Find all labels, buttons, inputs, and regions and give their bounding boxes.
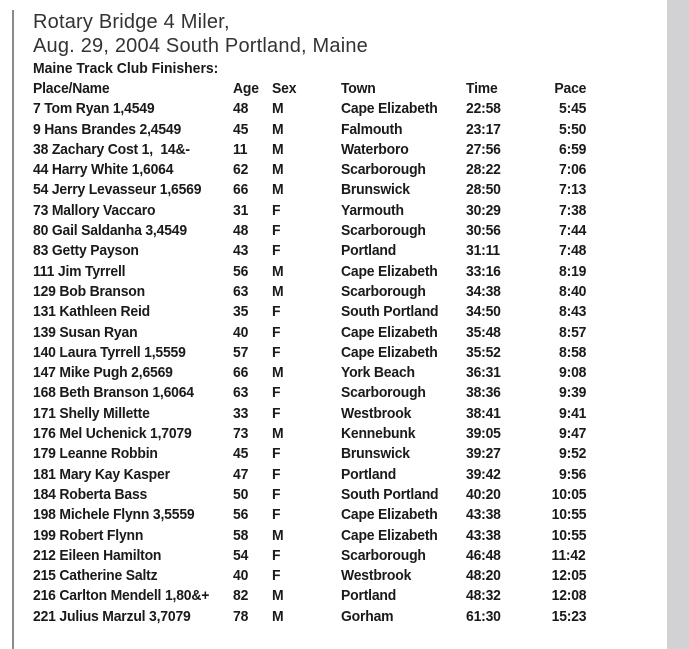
cell-time: 34:38: [466, 282, 501, 300]
cell-name: 176 Mel Uchenick 1,7079: [33, 425, 192, 443]
table-row: [33, 485, 633, 505]
cell-pace: 12:08: [551, 587, 586, 605]
cell-sex: F: [272, 546, 281, 564]
cell-time: 23:17: [466, 120, 501, 138]
cell-pace: 7:44: [558, 222, 586, 240]
cell-pace: 9:08: [558, 364, 586, 382]
cell-town: Portland: [341, 242, 397, 260]
cell-sex: M: [272, 120, 284, 138]
cell-pace: 7:13: [558, 181, 586, 199]
cell-sex: F: [272, 506, 281, 524]
table-row: [33, 302, 633, 322]
cell-age: 33: [233, 404, 249, 422]
right-gutter: [667, 0, 689, 649]
cell-town: Westbrook: [341, 404, 412, 422]
header-pace: Pace: [554, 80, 586, 97]
cell-name: 38 Zachary Cost 1, 14&-: [33, 140, 190, 158]
cell-pace: 5:45: [558, 100, 586, 118]
cell-age: 45: [233, 445, 249, 463]
cell-time: 36:31: [466, 364, 501, 382]
cell-name: 44 Harry White 1,6064: [33, 161, 174, 179]
cell-time: 28:22: [466, 161, 501, 179]
cell-age: 48: [233, 222, 249, 240]
cell-town: Portland: [341, 465, 397, 483]
cell-sex: F: [272, 343, 281, 361]
cell-name: 179 Leanne Robbin: [33, 445, 158, 463]
cell-name: 198 Michele Flynn 3,5559: [33, 506, 195, 524]
cell-sex: F: [272, 201, 281, 219]
cell-town: South Portland: [341, 303, 439, 321]
cell-name: 7 Tom Ryan 1,4549: [33, 100, 155, 118]
cell-name: 171 Shelly Millette: [33, 404, 150, 422]
cell-name: 215 Catherine Saltz: [33, 567, 158, 585]
cell-town: Falmouth: [341, 120, 403, 138]
cell-time: 43:38: [466, 506, 501, 524]
cell-time: 33:16: [466, 262, 501, 280]
page-title-line2: Aug. 29, 2004 South Portland, Maine: [33, 35, 369, 57]
cell-name: 131 Kathleen Reid: [33, 303, 151, 321]
cell-age: 62: [233, 161, 249, 179]
cell-age: 54: [233, 546, 249, 564]
table-row: [33, 221, 633, 241]
cell-time: 31:11: [466, 242, 500, 260]
cell-town: Westbrook: [341, 567, 412, 585]
cell-sex: M: [272, 607, 284, 625]
cell-name: 129 Bob Branson: [33, 282, 145, 300]
cell-name: 216 Carlton Mendell 1,80&+: [33, 587, 210, 605]
table-row: [33, 99, 633, 119]
table-row: [33, 465, 633, 485]
cell-town: Cape Elizabeth: [341, 100, 438, 118]
cell-pace: 6:59: [558, 140, 586, 158]
cell-name: 184 Roberta Bass: [33, 485, 148, 503]
cell-time: 35:48: [466, 323, 501, 341]
cell-pace: 12:05: [551, 567, 586, 585]
cell-age: 56: [233, 262, 249, 280]
cell-town: Scarborough: [341, 384, 426, 402]
cell-time: 40:20: [466, 485, 501, 503]
cell-age: 58: [233, 526, 249, 544]
cell-age: 82: [233, 587, 249, 605]
cell-name: 147 Mike Pugh 2,6569: [33, 364, 173, 382]
cell-age: 56: [233, 506, 249, 524]
cell-town: Scarborough: [341, 546, 426, 564]
cell-age: 47: [233, 465, 249, 483]
cell-age: 43: [233, 242, 249, 260]
cell-town: Cape Elizabeth: [341, 526, 438, 544]
cell-age: 66: [233, 181, 249, 199]
cell-time: 46:48: [466, 546, 501, 564]
page-content: [33, 10, 633, 627]
cell-time: 48:32: [466, 587, 501, 605]
table-row: [33, 526, 633, 546]
cell-age: 35: [233, 303, 249, 321]
cell-sex: F: [272, 404, 281, 422]
cell-age: 57: [233, 343, 249, 361]
cell-age: 73: [233, 425, 249, 443]
table-row: [33, 323, 633, 343]
cell-time: 39:42: [466, 465, 501, 483]
cell-pace: 9:56: [558, 465, 586, 483]
page-subtitle: Maine Track Club Finishers:: [33, 60, 219, 77]
cell-sex: F: [272, 323, 281, 341]
cell-pace: 8:57: [558, 323, 586, 341]
cell-town: Portland: [341, 587, 397, 605]
cell-time: 28:50: [466, 181, 501, 199]
table-row: [33, 241, 633, 261]
cell-town: Scarborough: [341, 282, 426, 300]
table-row: [33, 262, 633, 282]
cell-pace: 10:55: [551, 526, 586, 544]
cell-name: 139 Susan Ryan: [33, 323, 138, 341]
cell-sex: M: [272, 587, 284, 605]
cell-name: 199 Robert Flynn: [33, 526, 144, 544]
cell-town: York Beach: [341, 364, 415, 382]
cell-pace: 7:38: [558, 201, 586, 219]
cell-time: 48:20: [466, 567, 501, 585]
cell-sex: M: [272, 364, 284, 382]
cell-town: Cape Elizabeth: [341, 262, 438, 280]
cell-time: 27:56: [466, 140, 501, 158]
cell-time: 61:30: [466, 607, 501, 625]
header-town: Town: [341, 80, 376, 97]
left-margin-rule: [12, 10, 14, 649]
page-title-line1: Rotary Bridge 4 Miler,: [33, 11, 230, 33]
cell-town: Kennebunk: [341, 425, 416, 443]
cell-pace: 15:23: [551, 607, 586, 625]
cell-pace: 11:42: [552, 546, 586, 564]
cell-name: 9 Hans Brandes 2,4549: [33, 120, 182, 138]
cell-name: 83 Getty Payson: [33, 242, 139, 260]
table-row: [33, 140, 633, 160]
cell-town: Scarborough: [341, 222, 426, 240]
cell-age: 40: [233, 567, 249, 585]
cell-pace: 5:50: [558, 120, 586, 138]
cell-age: 50: [233, 485, 249, 503]
cell-sex: M: [272, 425, 284, 443]
cell-age: 11: [233, 140, 248, 158]
cell-town: Cape Elizabeth: [341, 343, 438, 361]
cell-name: 54 Jerry Levasseur 1,6569: [33, 181, 202, 199]
cell-age: 31: [233, 201, 249, 219]
cell-pace: 8:19: [558, 262, 586, 280]
cell-sex: M: [272, 100, 284, 118]
table-row: [33, 383, 633, 403]
table-row: [33, 546, 633, 566]
cell-name: 80 Gail Saldanha 3,4549: [33, 222, 187, 240]
header-time: Time: [466, 80, 498, 97]
cell-pace: 9:52: [558, 445, 586, 463]
cell-sex: F: [272, 242, 281, 260]
table-row: [33, 343, 633, 363]
cell-pace: 8:40: [558, 282, 586, 300]
cell-age: 45: [233, 120, 249, 138]
table-row: [33, 566, 633, 586]
cell-time: 30:29: [466, 201, 501, 219]
cell-pace: 8:58: [558, 343, 586, 361]
table-row: [33, 505, 633, 525]
cell-age: 63: [233, 282, 249, 300]
cell-town: Scarborough: [341, 161, 426, 179]
cell-pace: 8:43: [558, 303, 586, 321]
cell-pace: 9:39: [558, 384, 586, 402]
cell-town: South Portland: [341, 485, 439, 503]
cell-time: 39:27: [466, 445, 501, 463]
header-sex: Sex: [272, 80, 297, 97]
table-row: [33, 424, 633, 444]
cell-time: 34:50: [466, 303, 501, 321]
table-row: [33, 120, 633, 140]
cell-town: Brunswick: [341, 181, 410, 199]
cell-sex: M: [272, 181, 284, 199]
table-row: [33, 404, 633, 424]
results-rows: [33, 99, 633, 627]
cell-name: 221 Julius Marzul 3,7079: [33, 607, 191, 625]
cell-time: 38:41: [466, 404, 501, 422]
cell-sex: F: [272, 445, 281, 463]
cell-name: 111 Jim Tyrrell: [33, 262, 126, 280]
table-row: [33, 363, 633, 383]
table-row: [33, 180, 633, 200]
cell-time: 30:56: [466, 222, 501, 240]
cell-age: 63: [233, 384, 249, 402]
cell-town: Yarmouth: [341, 201, 404, 219]
cell-sex: F: [272, 485, 281, 503]
cell-sex: M: [272, 282, 284, 300]
cell-name: 181 Mary Kay Kasper: [33, 465, 170, 483]
cell-name: 212 Eileen Hamilton: [33, 546, 162, 564]
cell-pace: 9:47: [558, 425, 586, 443]
cell-time: 35:52: [466, 343, 501, 361]
table-header-row: [33, 79, 633, 99]
cell-sex: F: [272, 465, 281, 483]
cell-town: Cape Elizabeth: [341, 323, 438, 341]
cell-town: Gorham: [341, 607, 394, 625]
table-row: [33, 282, 633, 302]
cell-age: 48: [233, 100, 249, 118]
cell-name: 73 Mallory Vaccaro: [33, 201, 156, 219]
cell-sex: F: [272, 222, 281, 240]
cell-time: 43:38: [466, 526, 501, 544]
cell-sex: F: [272, 567, 281, 585]
cell-pace: 7:06: [558, 161, 586, 179]
cell-name: 140 Laura Tyrrell 1,5559: [33, 343, 186, 361]
table-row: [33, 607, 633, 627]
cell-time: 38:36: [466, 384, 501, 402]
header-age: Age: [233, 80, 259, 97]
cell-town: Waterboro: [341, 140, 409, 158]
cell-town: Cape Elizabeth: [341, 506, 438, 524]
table-row: [33, 444, 633, 464]
cell-pace: 7:48: [558, 242, 586, 260]
cell-sex: F: [272, 303, 281, 321]
cell-sex: F: [272, 384, 281, 402]
cell-time: 39:05: [466, 425, 501, 443]
cell-pace: 10:05: [551, 485, 586, 503]
cell-sex: M: [272, 140, 284, 158]
cell-name: 168 Beth Branson 1,6064: [33, 384, 194, 402]
cell-time: 22:58: [466, 100, 501, 118]
table-row: [33, 586, 633, 606]
cell-pace: 9:41: [558, 404, 586, 422]
cell-age: 66: [233, 364, 249, 382]
cell-sex: M: [272, 161, 284, 179]
cell-sex: M: [272, 526, 284, 544]
cell-age: 78: [233, 607, 249, 625]
table-row: [33, 160, 633, 180]
table-row: [33, 201, 633, 221]
cell-pace: 10:55: [551, 506, 586, 524]
header-place-name: Place/Name: [33, 80, 110, 97]
cell-age: 40: [233, 323, 249, 341]
cell-sex: M: [272, 262, 284, 280]
cell-town: Brunswick: [341, 445, 410, 463]
